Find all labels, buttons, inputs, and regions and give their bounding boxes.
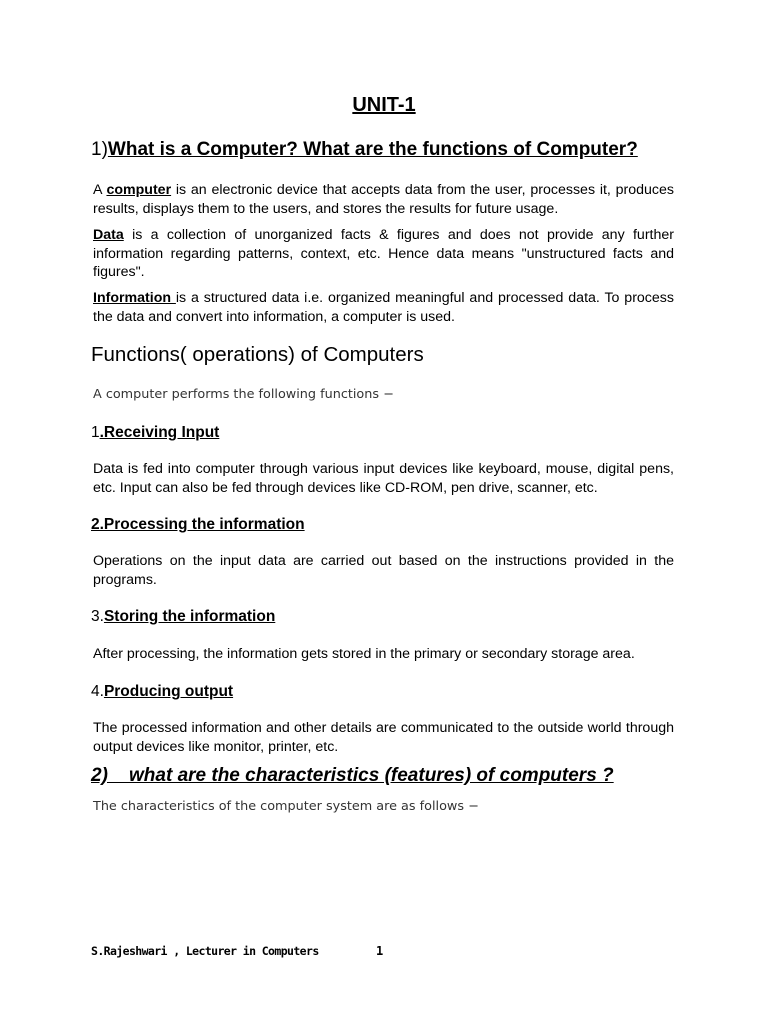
question-1-heading <box>91 139 638 161</box>
definition-computer <box>93 181 674 218</box>
definition-information <box>93 289 674 326</box>
definition-prefix: A <box>93 182 107 198</box>
definition-data <box>93 226 674 282</box>
function-number: 3. <box>91 608 104 625</box>
function-description-output: The processed information and other details are communicated to the outside world through output devices like monitor, printer, etc. <box>93 720 674 755</box>
definition-text: is a collection of unorganized facts & figures and does not provide any further information regarding patterns, context, etc. Hence data means "unstructured facts and figures". <box>93 227 674 280</box>
function-heading-processing <box>91 516 305 534</box>
question-2-heading: 2) what are the characteristics (features) of computers ? <box>91 765 614 786</box>
function-title: 2.Processing the information <box>91 516 305 533</box>
definition-term: Data <box>93 227 124 243</box>
function-description-receiving-input: Data is fed into computer through various input devices like keyboard, mouse, digital pens, etc. Input can also be fed through devices like CD-ROM, pen drive, scanner, etc. <box>93 461 674 496</box>
function-number: 1 <box>91 424 100 441</box>
function-heading-receiving-input <box>91 424 219 442</box>
function-heading-storing <box>91 608 275 626</box>
question-1-title: What is a Computer? What are the functions of Computer? <box>107 139 638 160</box>
unit-title: UNIT-1 <box>352 94 416 116</box>
definition-term: computer <box>106 182 172 198</box>
function-title: .Receiving Input <box>99 424 220 441</box>
definition-text: is a structured data i.e. organized meaningful and processed data. To process the data and convert into information, a computer is used. <box>93 290 674 325</box>
function-description-storing: After processing, the information gets stored in the primary or secondary storage area. <box>93 646 635 662</box>
functions-heading: Functions( operations) of Computers <box>91 343 424 366</box>
definition-text: is an electronic device that accepts data from the user, processes it, produces results, displays them to the users, and stores the results for future usage. <box>93 182 674 217</box>
function-description-processing: Operations on the input data are carried out based on the instructions provided in the programs. <box>93 553 674 588</box>
function-heading-output <box>91 683 233 701</box>
question-1-number: 1) <box>91 139 108 160</box>
functions-intro: A computer performs the following functions − <box>93 387 394 402</box>
function-title: Storing the information <box>103 608 276 625</box>
definition-term: Information <box>93 290 176 306</box>
function-number: 4. <box>91 683 104 700</box>
footer-author: S.Rajeshwari , Lecturer in Computers <box>91 944 319 958</box>
characteristics-intro: The characteristics of the computer system are as follows − <box>93 799 479 814</box>
footer-page-number: 1 <box>376 944 384 958</box>
function-title: Producing output <box>103 683 234 700</box>
